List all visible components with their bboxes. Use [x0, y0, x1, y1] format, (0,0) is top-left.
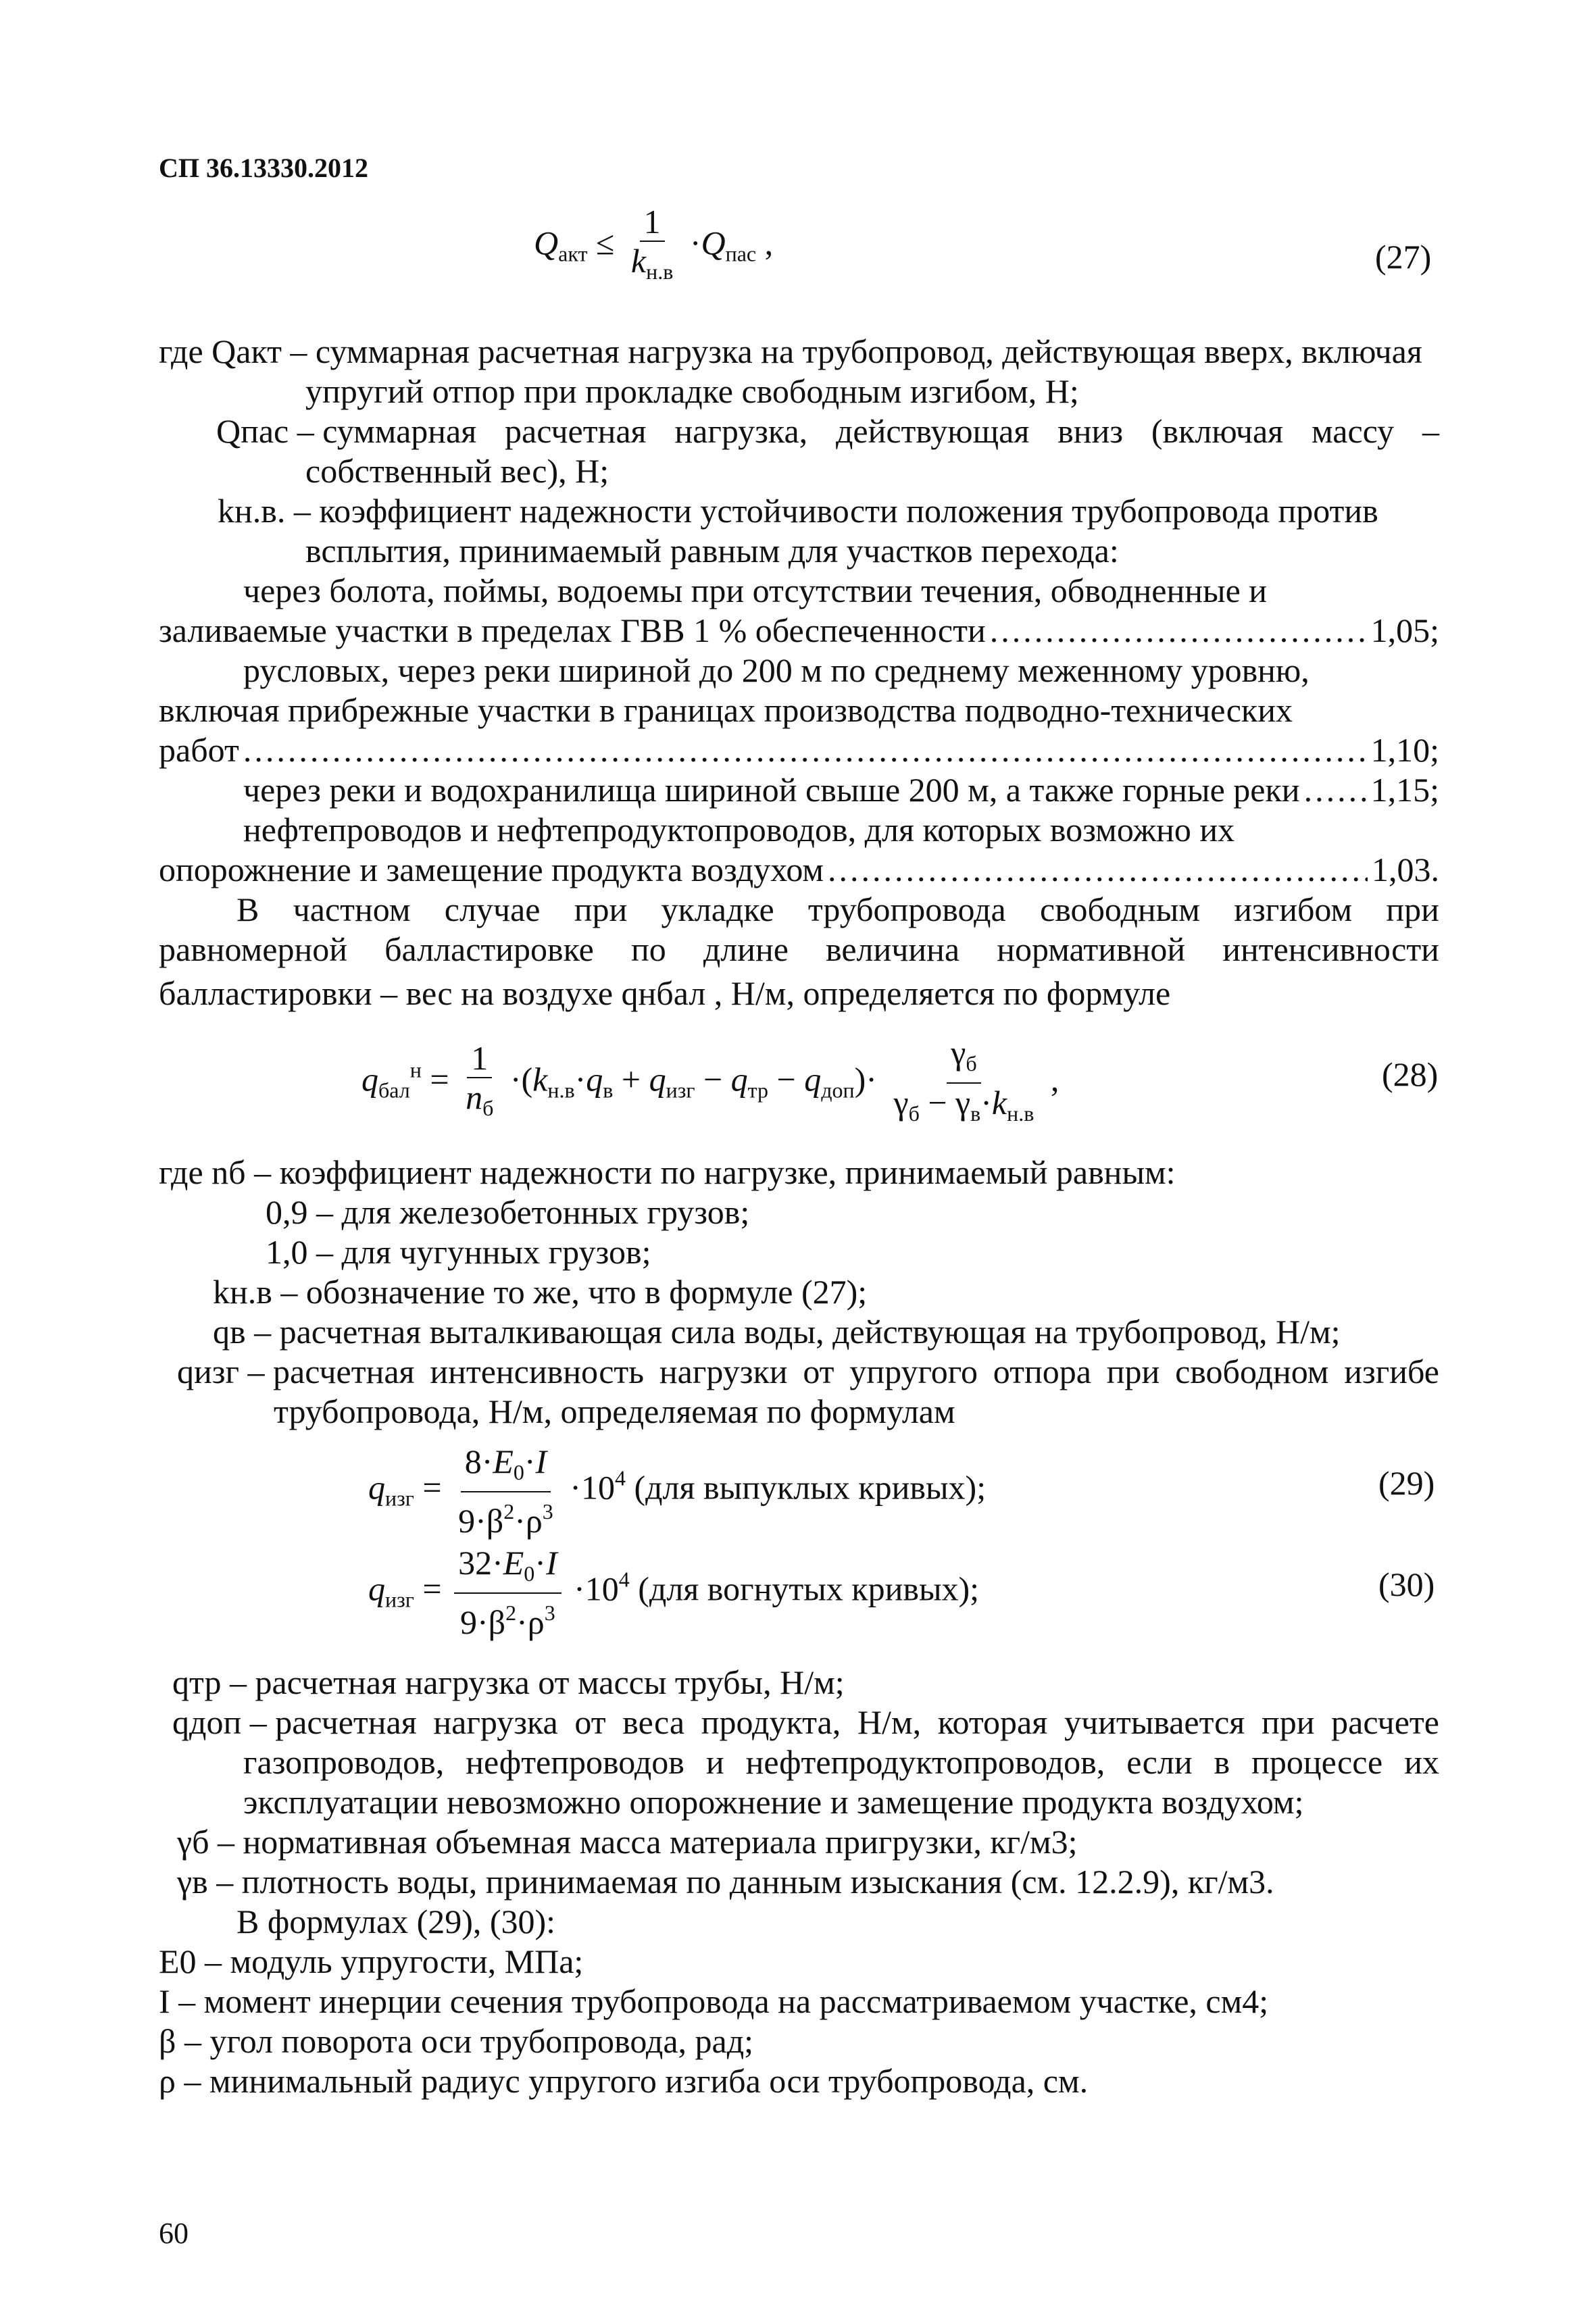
document-code-header: СП 36.13330.2012 — [159, 153, 368, 183]
text-line: где nб – коэффициент надежности по нагрузке, принимаемый равным: — [159, 1153, 1176, 1191]
text-line: qтр – расчетная нагрузка от массы трубы, Н/м; — [172, 1663, 845, 1701]
text-line: газопроводов, нефтепроводов и нефтепродуктопроводов, если в процессе их — [243, 1743, 1439, 1781]
equation-30: $q_{изг}$ = $\frac{32\cdot E_0\cdot I}{9\cdot\beta^2\cdot\rho^3}$ $\cdot 10^4$ (для вогнутых кривых); — [368, 1544, 980, 1641]
text-line: ρ – минимальный радиус упругого изгиба оси трубопровода, см. — [159, 2062, 1089, 2100]
equation-30-number: (30) — [1378, 1565, 1435, 1603]
text-line: E0 – модуль упругости, МПа; — [159, 1942, 584, 1980]
text-line: qв – расчетная выталкивающая сила воды, действующая на трубопровод, Н/м; — [213, 1313, 1341, 1351]
page-number: 60 — [159, 2217, 189, 2250]
equation-28-number: (28) — [1382, 1055, 1439, 1093]
text-line: заливаемые участки в пределах ГВВ 1 % обеспеченности ..... 1,05; — [159, 610, 1439, 651]
text-line: через реки и водохранилища шириной свыше 200 м, а также горные реки ..... 1,15; — [243, 770, 1439, 810]
text-line: равномерной балластировке по длине величина нормативной интенсивности — [159, 930, 1439, 968]
text-line: В частном случае при укладке трубопровода свободным изгибом при — [236, 890, 1439, 928]
equation-28: $q_{бал}^н$ = $\frac{1}{n_б}$ $\cdot(k_{н.в}\cdot q_в + q_{изг} - q_{тр} - q_{доп})\cdot$ $\frac{\gamma_б}{\gamma_б - \gamma_в\cdot k_{н.в}}$ , — [361, 1034, 1059, 1126]
text-line: включая прибрежные участки в границах производства подводно-технических — [159, 691, 1293, 729]
text-line: собственный вес), Н; — [305, 452, 609, 490]
text-line: балластировки – вес на воздухе qнбал , Н/м, определяется по формуле — [159, 974, 1171, 1012]
text-line: kн.в – обозначение то же, что в формуле (27); — [213, 1273, 868, 1311]
text-line: β – угол поворота оси трубопровода, рад; — [159, 2022, 754, 2060]
text-line: всплытия, принимаемый равным для участков перехода: — [305, 532, 1119, 570]
text-line: 1,0 – для чугунных грузов; — [266, 1233, 651, 1271]
text-line: упругий отпор при прокладке свободным изгибом, Н; — [305, 372, 1079, 410]
text-line: Qпас – суммарная расчетная нагрузка, действующая вниз (включая массу – — [216, 412, 1439, 450]
equation-29: $q_{изг}$ = $\frac{8\cdot E_0\cdot I}{9\cdot\beta^2\cdot\rho^3}$ $\cdot 10^4$ (для выпуклых кривых); — [368, 1442, 987, 1540]
text-line: qизг – расчетная интенсивность нагрузки от упругого отпора при свободном изгибе — [177, 1353, 1439, 1390]
equation-27-number: (27) — [1375, 238, 1432, 276]
text-line: γв – плотность воды, принимаемая по данным изыскания (см. 12.2.9), кг/м3. — [177, 1863, 1274, 1901]
text-line: γб – нормативная объемная масса материала пригрузки, кг/м3; — [177, 1823, 1078, 1861]
text-line: трубопровода, Н/м, определяемая по формулам — [274, 1392, 955, 1430]
text-line: В формулах (29), (30): — [236, 1903, 556, 1940]
text-line: kн.в. – коэффициент надежности устойчивости положения трубопровода против — [218, 492, 1378, 530]
text-line: через болота, поймы, водоемы при отсутствии течения, обводненные и — [243, 572, 1268, 609]
text-line: работ ..... 1,10; — [159, 730, 1439, 770]
equation-27: $Q_{акт}$ ≤ $\frac{1}{k_{н.в}}$ $\cdot Q_{пас}$ , — [534, 203, 774, 284]
text-line: qдоп – расчетная нагрузка от веса продукта, Н/м, которая учитывается при расчете — [172, 1703, 1439, 1741]
text-line: 0,9 – для железобетонных грузов; — [266, 1193, 750, 1231]
text-line: эксплуатации невозможно опорожнение и замещение продукта воздухом; — [243, 1783, 1304, 1821]
text-line: I – момент инерции сечения трубопровода на рассматриваемом участке, см4; — [159, 1982, 1269, 2020]
equation-29-number: (29) — [1378, 1464, 1435, 1502]
equation-29-note: (для выпуклых кривых); — [634, 1468, 987, 1507]
text-line: русловых, через реки шириной до 200 м по среднему меженному уровню, — [243, 651, 1310, 689]
text-line: опорожнение и замещение продукта воздухом ..... 1,03. — [159, 849, 1439, 890]
text-line: нефтепроводов и нефтепродуктопроводов, для которых возможно их — [243, 811, 1235, 849]
equation-30-note: (для вогнутых кривых); — [638, 1569, 980, 1608]
text-line: где Qакт – суммарная расчетная нагрузка на трубопровод, действующая вверх, включая — [159, 332, 1422, 370]
